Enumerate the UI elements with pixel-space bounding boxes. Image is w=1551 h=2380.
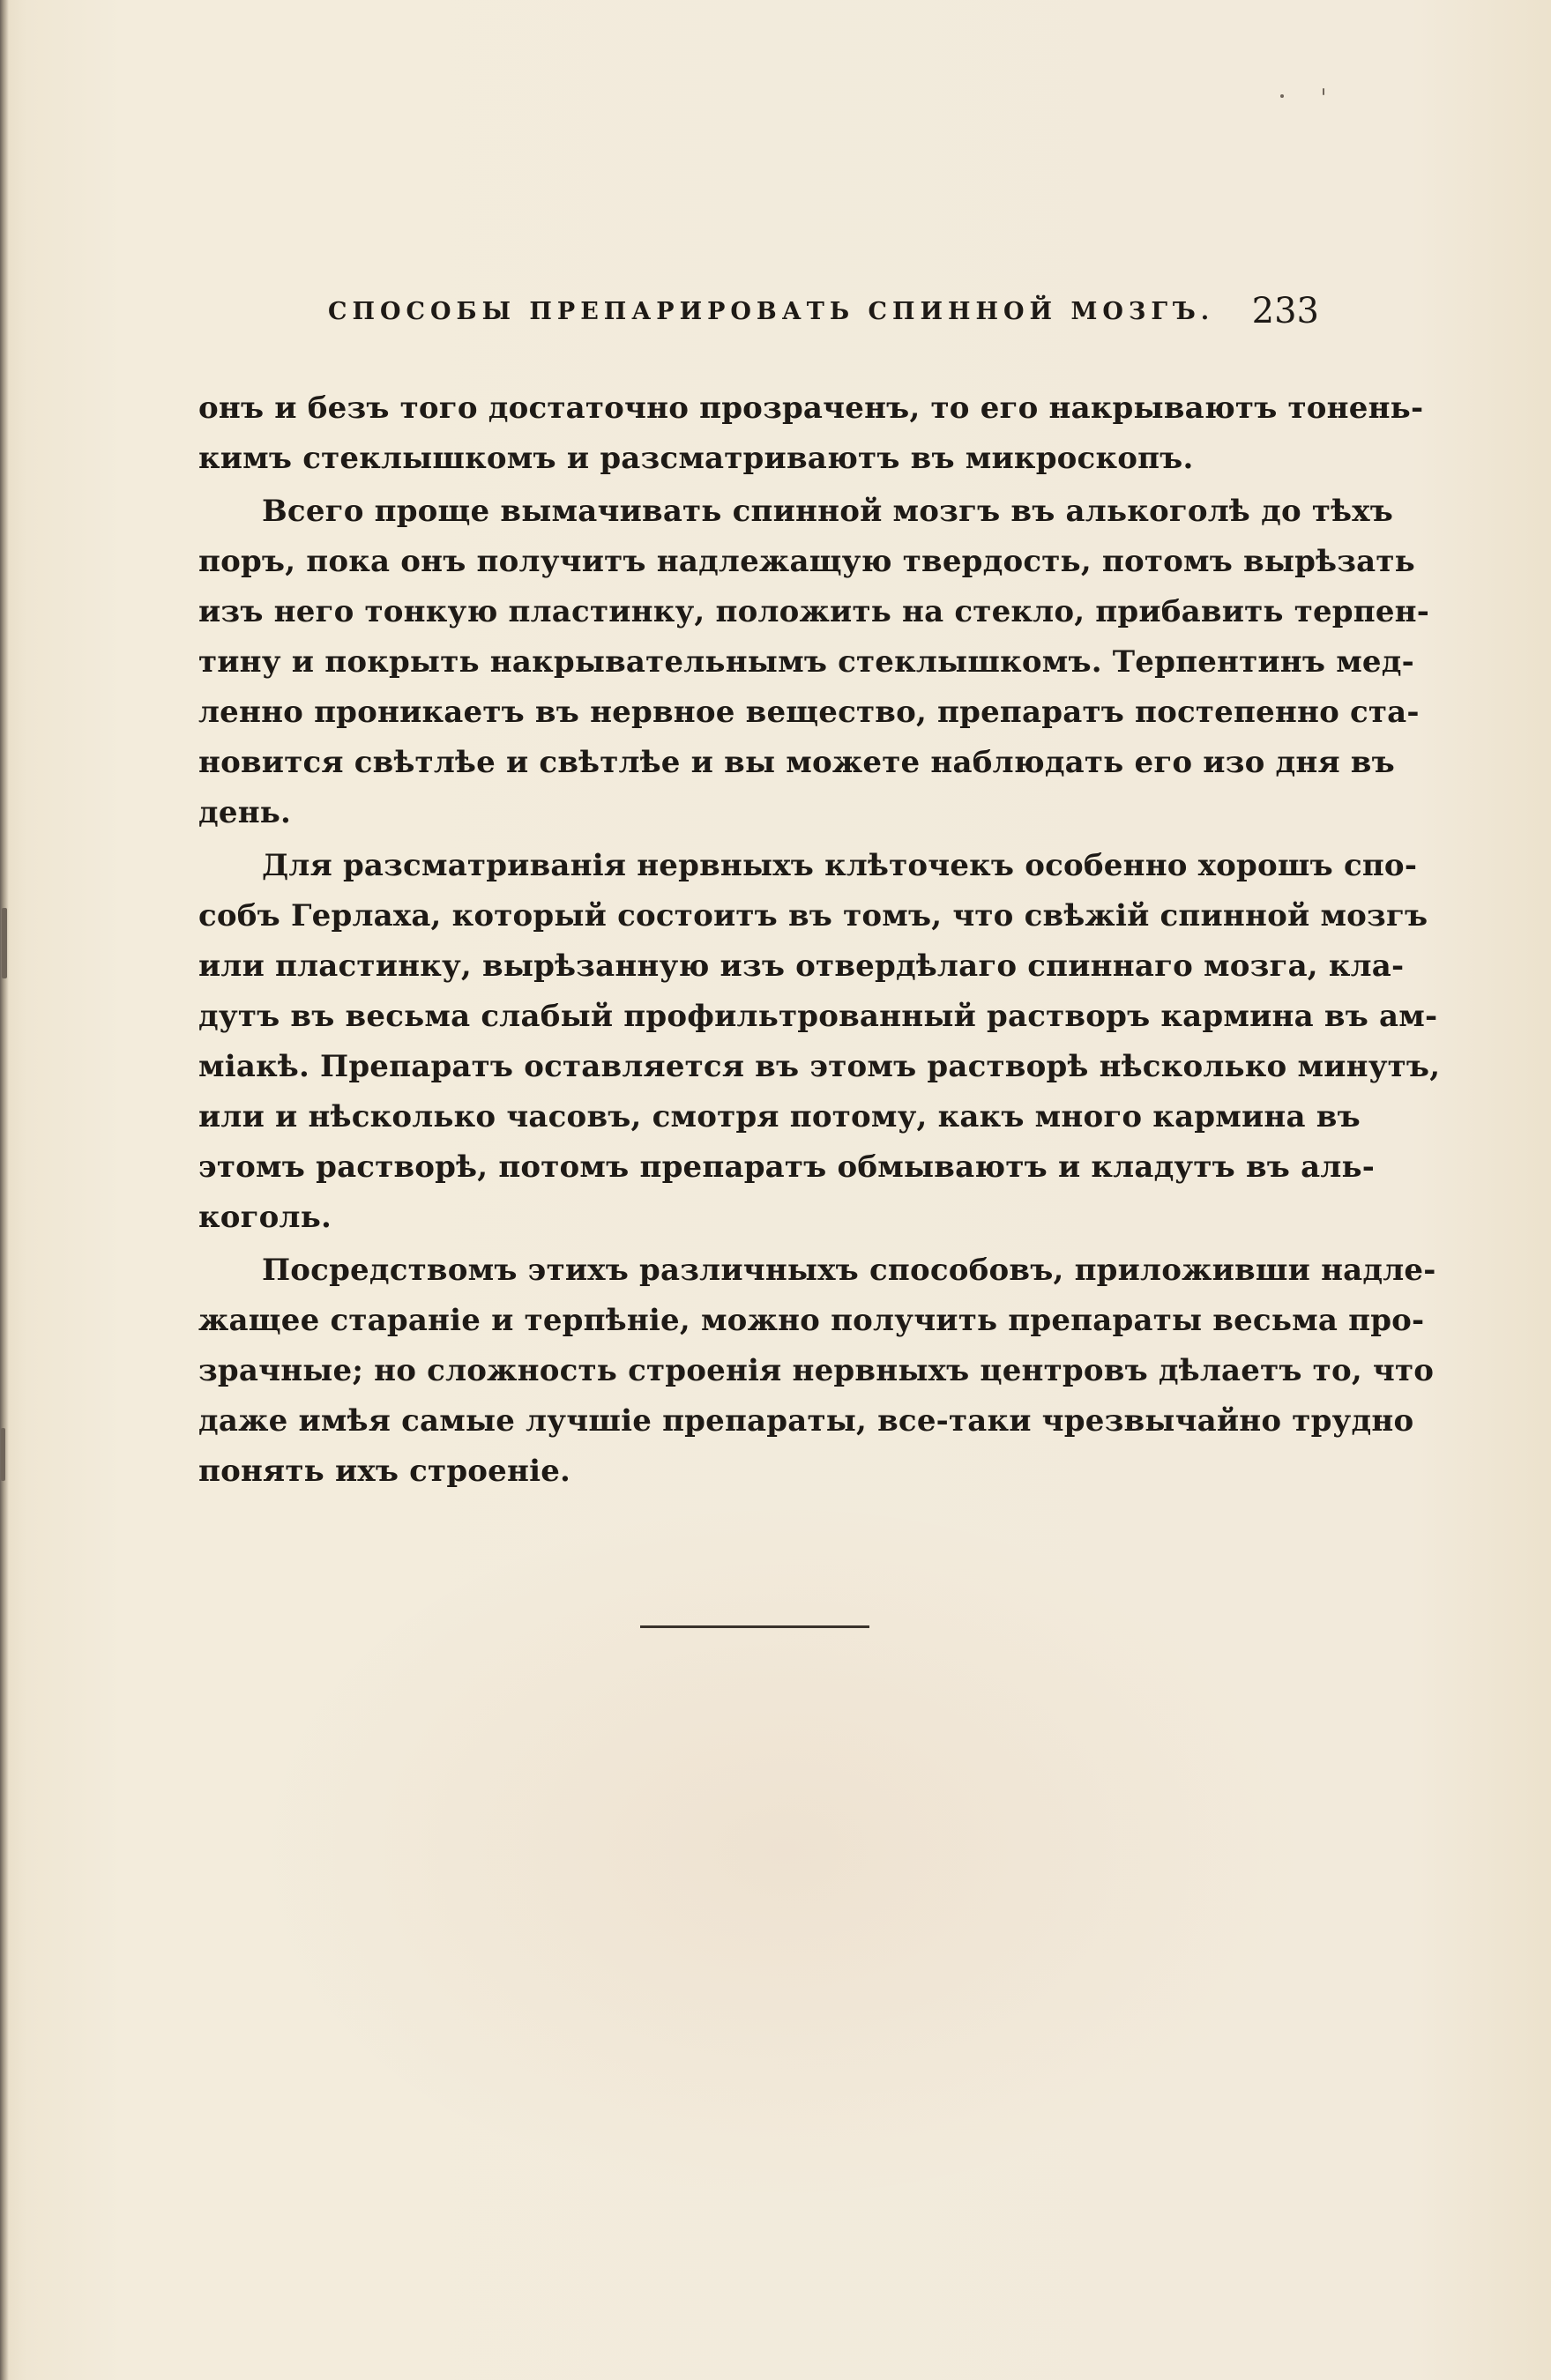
speck [1280, 94, 1284, 98]
text-line: ленно проникаетъ въ нервное вещество, препаратъ постепенно ста- [198, 695, 1420, 730]
text-line: тину и покрыть накрывательнымъ стеклышкомъ. Терпентинъ мед- [198, 644, 1414, 680]
text-line: міакѣ. Препаратъ оставляется въ этомъ растворѣ нѣсколько минутъ, [198, 1049, 1441, 1084]
text-line: коголь. [198, 1200, 332, 1235]
page-number: 233 [1251, 291, 1319, 331]
text-line: понять ихъ строеніе. [198, 1454, 571, 1489]
text-line: кимъ стеклышкомъ и разсматриваютъ въ микроскопъ. [198, 441, 1194, 476]
text-line: Всего проще вымачивать спинной мозгъ въ алькоголѣ до тѣхъ [262, 494, 1393, 529]
text-line: или пластинку, вырѣзанную изъ отвердѣлаго спиннаго мозга, кла- [198, 948, 1405, 984]
text-line: или и нѣсколько часовъ, смотря потому, какъ много кармина въ [198, 1099, 1361, 1134]
text-line: онъ и безъ того достаточно прозраченъ, то его накрываютъ тонень- [198, 390, 1424, 426]
speck [1323, 88, 1324, 95]
text-line: день. [198, 795, 292, 830]
text-line: этомъ растворѣ, потомъ препаратъ обмываютъ и кладутъ въ аль- [198, 1149, 1376, 1185]
paragraph [198, 841, 1441, 1243]
text-line: Посредствомъ этихъ различныхъ способовъ, приложивши надле- [262, 1253, 1436, 1288]
paragraph [198, 1246, 1436, 1497]
text-line: зрачные; но сложность строенія нервныхъ центровъ дѣлаетъ то, что [198, 1353, 1435, 1388]
text-line: новится свѣтлѣе и свѣтлѣе и вы можете наблюдать его изо дня въ [198, 745, 1395, 780]
text-line: дутъ въ весьма слабый профильтрованный растворъ кармина въ ам- [198, 999, 1438, 1034]
page-edge-shadow [0, 0, 9, 2380]
paragraph [198, 487, 1430, 838]
text-line: жащее стараніе и терпѣніе, можно получить препараты весьма про- [198, 1303, 1425, 1338]
paragraph [198, 383, 1424, 484]
body-text [198, 383, 1441, 1497]
text-line: Для разсматриванія нервныхъ клѣточекъ особенно хорошъ спо- [262, 848, 1418, 883]
running-head [328, 291, 1319, 335]
text-line: собъ Герлаха, который состоитъ въ томъ, что свѣжій спинной мозгъ [198, 898, 1428, 933]
running-title: СПОСОБЫ ПРЕПАРИРОВАТЬ СПИННОЙ МОЗГЪ. [328, 298, 1215, 325]
text-line: поръ, пока онъ получитъ надлежащую твердость, потомъ вырѣзать [198, 544, 1415, 579]
text-line: даже имѣя самые лучшіе препараты, все-таки чрезвычайно трудно [198, 1403, 1414, 1439]
margin-mark [1, 1428, 5, 1481]
text-line: изъ него тонкую пластинку, положить на стекло, прибавить терпен- [198, 594, 1430, 629]
margin-mark [2, 908, 7, 978]
show-through-stain [256, 1499, 1314, 2204]
section-end-rule [640, 1625, 869, 1628]
